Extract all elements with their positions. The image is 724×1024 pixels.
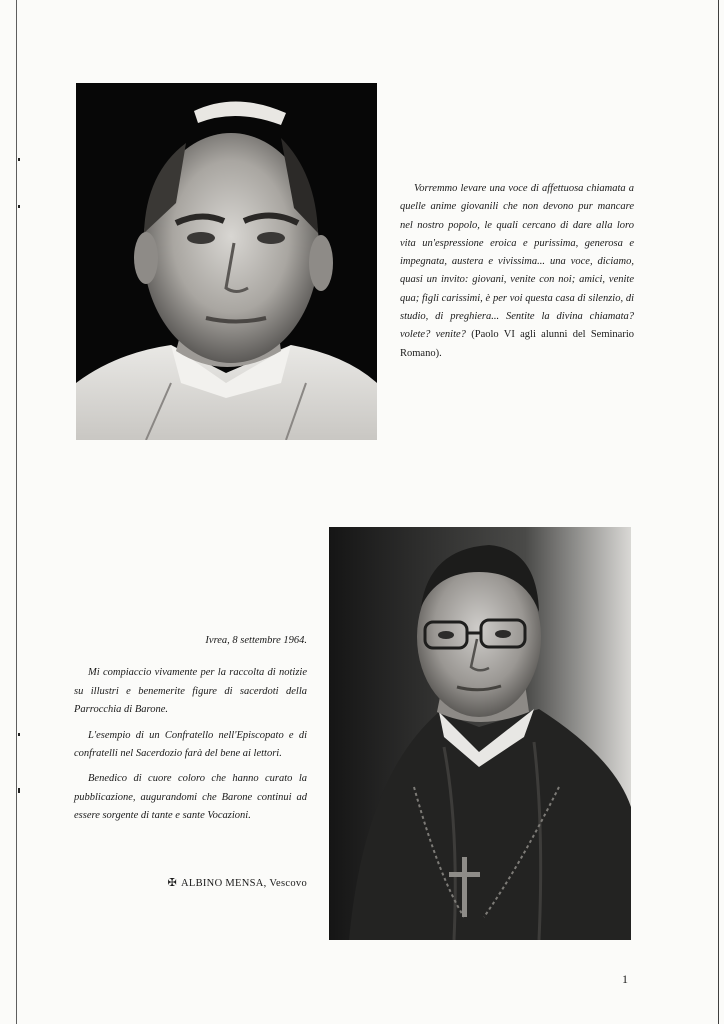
portrait-photo-top (76, 83, 377, 440)
letter-paragraph-1: Mi compiaccio vivamente per la raccolta di notizie su illustri e benemerite figure di sacerdoti della Parrocchia di Barone. (74, 667, 307, 716)
page-number: 1 (622, 972, 628, 986)
letter-paragraph-3: Benedico di cuore coloro che hanno curato la pubblicazione, augurandomi che Barone continui ad essere sorgente di tante e sante Vocazioni. (74, 773, 307, 822)
signature-title: Vescovo (269, 878, 307, 889)
scan-edge-line-right (718, 0, 719, 1024)
quote-italic-text: Vorremmo levare una voce di affettuosa chiamata a quelle anime giovanili che non devono pur mancare nel nostro popolo, le quali cercano di dare alla loro vita un'espressione eroica e purissima, generosa e impegnata, austera e vivissima... una voce, diciamo, quasi un invito: giovani, venite con noi; amici, venite qua; figli carissimi, è per voi questa casa di silenzio, di studio, di preghiera... Sentite la divina chiamata? volete? venite? (400, 183, 634, 341)
letter-date: Ivrea, 8 settembre 1964. (205, 635, 307, 646)
scan-speck (18, 158, 20, 161)
portrait-photo-bottom (329, 527, 631, 940)
portrait-photo-icon (76, 83, 377, 440)
scan-speck (18, 733, 20, 736)
signature-name: ALBINO MENSA, (180, 878, 267, 889)
portrait-photo-icon (329, 527, 631, 940)
scan-speck (18, 205, 20, 208)
photographer-mark (598, 918, 628, 936)
scan-speck (18, 788, 20, 793)
paul-vi-quote (400, 180, 634, 363)
scan-edge-line-left (16, 0, 17, 1024)
quote-attribution: (Paolo VI agli alunni del Seminario Romano). (400, 329, 634, 359)
episcopal-cross-icon: ✠ (167, 877, 177, 889)
letter-paragraph-2: L'esempio di un Confratello nell'Episcopato e di confratelli nel Sacerdozio farà del bene ai lettori. (74, 729, 307, 760)
bishop-letter (74, 632, 307, 833)
letter-signature (74, 876, 307, 889)
